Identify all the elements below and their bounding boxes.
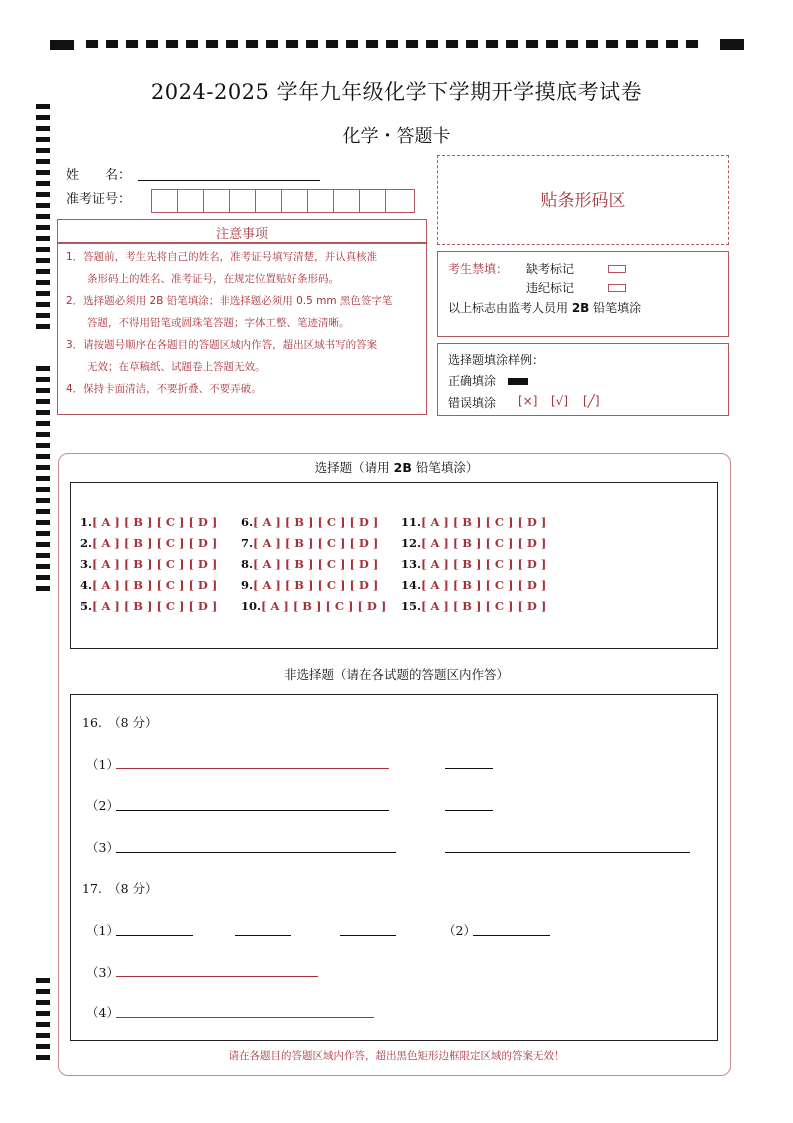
question-number: 5. — [80, 599, 93, 613]
mc-question[interactable] — [401, 536, 546, 550]
mc-title-bold: 2B — [393, 460, 412, 475]
mc-question[interactable] — [80, 515, 217, 529]
question-options[interactable]: [ A ] [ B ] [ C ] [ D ] — [253, 515, 379, 529]
q16-3-answer-line[interactable] — [445, 852, 690, 853]
mc-title — [0, 458, 793, 476]
q17-part-label: （4） — [86, 1005, 119, 1020]
question-options[interactable]: [ A ] [ B ] [ C ] [ D ] — [253, 536, 379, 550]
wrong-mark: [╱] — [583, 394, 600, 408]
notice-line: 3．请按题号顺序在各题目的答题区域内作答，超出区域书写的答案 — [66, 339, 378, 351]
absent-label: 缺考标记 — [526, 262, 575, 276]
notice-line: 无效；在草稿纸、试题卷上答题无效。 — [66, 361, 266, 373]
barcode-label: 贴条形码区 — [540, 191, 626, 211]
mc-question[interactable] — [80, 557, 217, 571]
mc-question[interactable] — [241, 599, 386, 613]
mc-question[interactable] — [241, 515, 378, 529]
question-options[interactable]: [ A ] [ B ] [ C ] [ D ] — [92, 515, 218, 529]
question-options[interactable]: [ A ] [ B ] [ C ] [ D ] — [92, 557, 218, 571]
mc-question[interactable] — [80, 599, 217, 613]
q17-4-answer-line[interactable] — [116, 1017, 374, 1018]
question-number: 3. — [80, 557, 93, 571]
question-options[interactable]: [ A ] [ B ] [ C ] [ D ] — [421, 578, 547, 592]
mc-question[interactable] — [401, 599, 546, 613]
question-number: 4. — [80, 578, 93, 592]
q16-label: 16. （8 分） — [82, 715, 158, 730]
question-number: 11. — [401, 515, 422, 529]
page-subtitle: 化学・答题卡 — [342, 126, 451, 147]
q17-1-answer-line[interactable] — [235, 935, 291, 936]
q16-part-label: （2） — [86, 798, 119, 813]
nonmc-title: 非选择题（请在各试题的答题区内作答） — [283, 667, 509, 682]
q17-1-answer-line[interactable] — [116, 935, 193, 936]
wrong-label: 错误填涂 — [448, 396, 497, 410]
barcode-area — [437, 155, 729, 245]
q17-3-answer-line[interactable] — [116, 976, 318, 977]
question-number: 14. — [401, 578, 422, 592]
page-title: 2024-2025 学年九年级化学下学期开学摸底考试卷 — [150, 80, 643, 104]
notice-header-box — [57, 219, 427, 243]
question-options[interactable]: [ A ] [ B ] [ C ] [ D ] — [253, 578, 379, 592]
violation-mark-box[interactable] — [608, 284, 626, 292]
nonmc-box — [70, 694, 718, 1041]
sample-box — [437, 343, 729, 416]
question-number: 12. — [401, 536, 422, 550]
question-options[interactable]: [ A ] [ B ] [ C ] [ D ] — [261, 599, 387, 613]
question-options[interactable]: [ A ] [ B ] [ C ] [ D ] — [421, 557, 547, 571]
sample-title: 选择题填涂样例： — [448, 353, 545, 367]
question-number: 15. — [401, 599, 422, 613]
violation-label: 违纪标记 — [526, 281, 575, 295]
mc-question[interactable] — [401, 515, 546, 529]
name-field[interactable] — [138, 180, 320, 181]
question-number: 6. — [241, 515, 254, 529]
mc-question[interactable] — [241, 536, 378, 550]
q17-label: 17. （8 分） — [82, 881, 158, 896]
correct-fill-sample — [508, 378, 528, 385]
mc-question[interactable] — [80, 536, 217, 550]
q16-1-answer-line[interactable] — [445, 768, 493, 769]
notice-line: 1．答题前，考生先将自己的姓名，准考证号填写清楚，并认真核准 — [66, 251, 378, 263]
forbidden-label: 考生禁填： — [448, 262, 509, 276]
question-options[interactable]: [ A ] [ B ] [ C ] [ D ] — [421, 599, 547, 613]
q17-part-label: （3） — [86, 965, 119, 980]
note-suffix: 铅笔填涂 — [589, 301, 642, 315]
q16-part-label: （1） — [86, 757, 119, 772]
correct-label: 正确填涂 — [448, 374, 497, 388]
notice-box — [57, 243, 427, 415]
question-options[interactable]: [ A ] [ B ] [ C ] [ D ] — [92, 578, 218, 592]
mc-question[interactable] — [80, 578, 217, 592]
note-prefix: 以上标志由监考人员用 — [448, 301, 572, 315]
question-options[interactable]: [ A ] [ B ] [ C ] [ D ] — [421, 536, 547, 550]
q16-3-answer-line[interactable] — [116, 852, 396, 853]
question-number: 9. — [241, 578, 254, 592]
footer-warning: 请在各题目的答题区域内作答，超出黑色矩形边框限定区域的答案无效！ — [228, 1050, 565, 1062]
note-bold: 2B — [571, 301, 590, 315]
q16-2-answer-line[interactable] — [445, 810, 493, 811]
mc-title-prefix: 选择题（请用 — [314, 460, 394, 475]
question-options[interactable]: [ A ] [ B ] [ C ] [ D ] — [92, 599, 218, 613]
mc-question[interactable] — [401, 557, 546, 571]
q17-part-label: （1） — [86, 923, 119, 938]
q16-2-answer-line[interactable] — [116, 810, 389, 811]
notice-line: 2．选择题必须用 2B 铅笔填涂；非选择题必须用 0.5 mm 黑色签字笔 — [66, 295, 393, 307]
question-number: 7. — [241, 536, 254, 550]
wrong-mark: [×] — [518, 394, 538, 408]
forbidden-note — [448, 299, 641, 316]
q16-1-answer-line[interactable] — [116, 768, 389, 769]
absent-mark-box[interactable] — [608, 265, 626, 273]
forbidden-box — [437, 251, 729, 337]
notice-text — [66, 246, 422, 400]
notice-line: 答题，不得用铅笔或圆珠笔答题；字体工整、笔迹清晰。 — [66, 317, 350, 329]
question-options[interactable]: [ A ] [ B ] [ C ] [ D ] — [253, 557, 379, 571]
mc-title-suffix: 铅笔填涂） — [411, 460, 479, 475]
q16-part-label: （3） — [86, 840, 119, 855]
q17-2-answer-line[interactable] — [473, 935, 550, 936]
mc-question[interactable] — [401, 578, 546, 592]
question-number: 10. — [241, 599, 262, 613]
notice-header: 注意事项 — [215, 227, 268, 242]
mc-question[interactable] — [241, 578, 378, 592]
notice-line: 4．保持卡面清洁，不要折叠、不要弄破。 — [66, 383, 262, 395]
id-label: 准考证号： — [66, 192, 132, 207]
q17-part-label: （2） — [443, 923, 476, 938]
wrong-mark: [√] — [551, 394, 569, 408]
question-options[interactable]: [ A ] [ B ] [ C ] [ D ] — [92, 536, 218, 550]
q17-1-answer-line[interactable] — [340, 935, 396, 936]
question-number: 8. — [241, 557, 254, 571]
question-number: 13. — [401, 557, 422, 571]
question-number: 2. — [80, 536, 93, 550]
notice-line: 条形码上的姓名、准考证号，在规定位置贴好条形码。 — [66, 273, 339, 285]
question-options[interactable]: [ A ] [ B ] [ C ] [ D ] — [421, 515, 547, 529]
mc-question[interactable] — [241, 557, 378, 571]
name-label: 姓 名： — [66, 168, 132, 183]
question-number: 1. — [80, 515, 93, 529]
